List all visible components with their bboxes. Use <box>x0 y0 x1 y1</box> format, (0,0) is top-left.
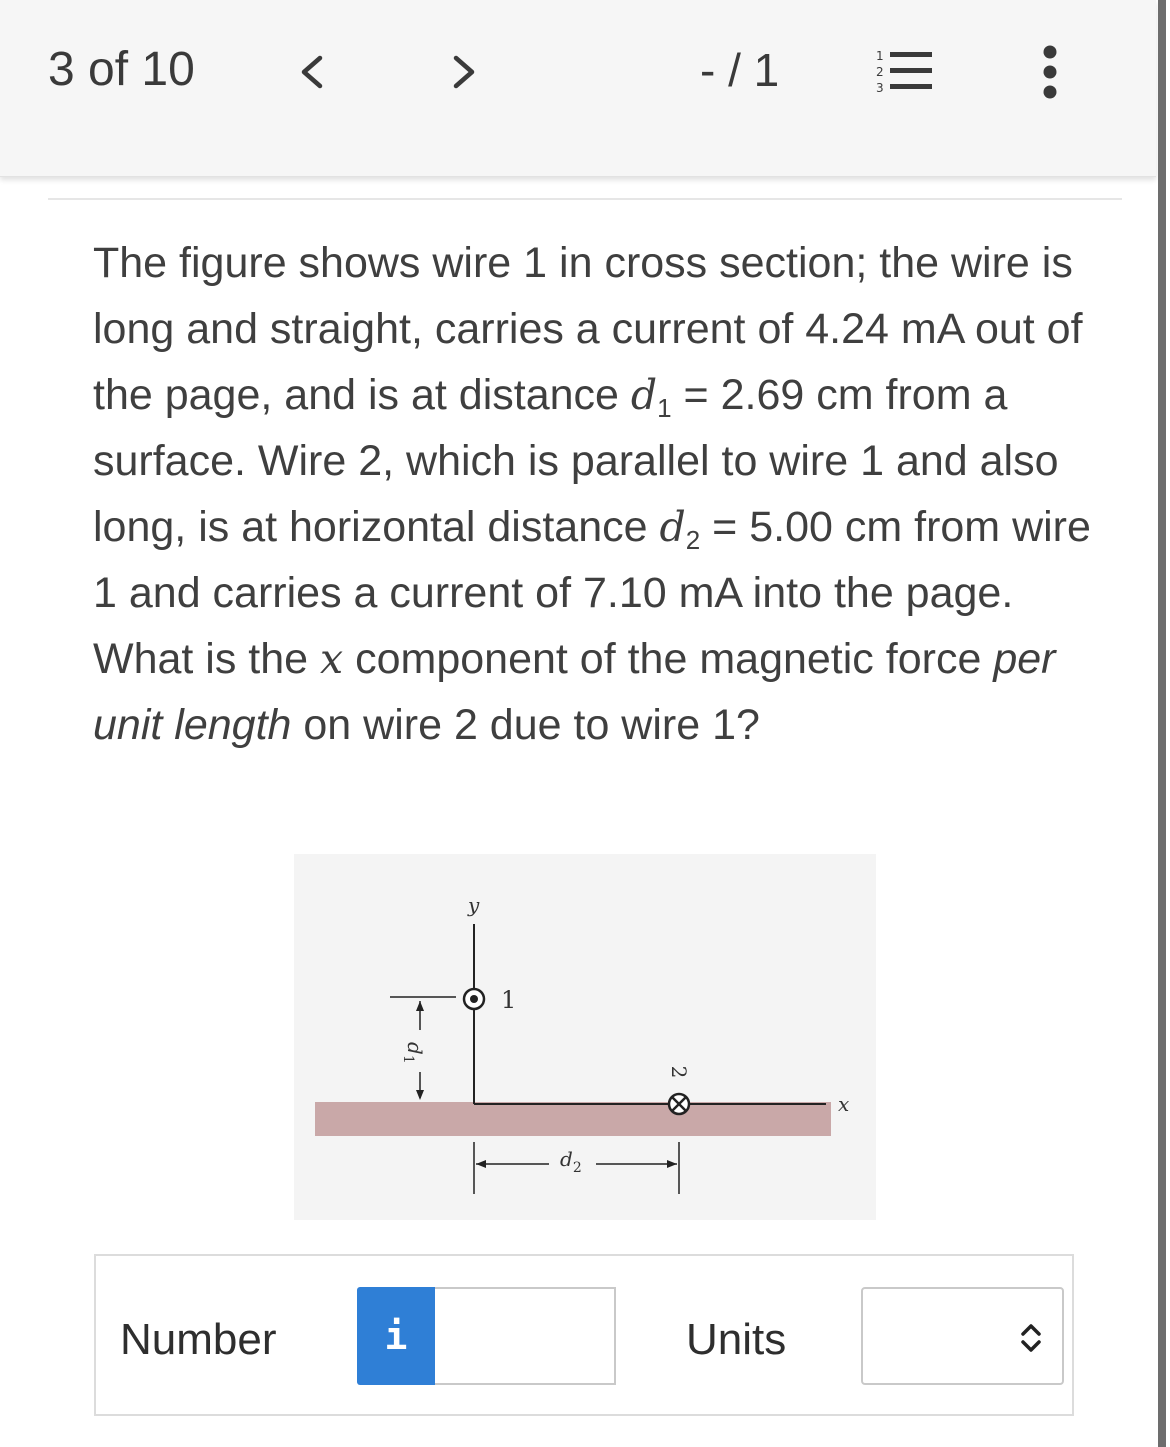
scrollbar-edge <box>1158 0 1166 1447</box>
wire-diagram <box>294 854 876 1220</box>
d1-label: $d_1$ <box>400 1042 427 1064</box>
vertical-ellipsis-icon <box>1030 42 1070 102</box>
question-list-button[interactable] <box>872 46 936 98</box>
content-divider <box>48 198 1122 200</box>
units-label: Units <box>686 1315 787 1364</box>
units-select[interactable] <box>861 1287 1064 1385</box>
number-label: Number <box>120 1315 277 1364</box>
d2-arrowhead-left <box>476 1160 486 1168</box>
d2-label: $d_2$ <box>560 1147 582 1176</box>
d1-variable: $d_1$ <box>630 371 672 423</box>
emphasis-text: per unit length <box>93 635 1056 749</box>
d2-variable: $d_2$ <box>659 503 701 555</box>
chevron-left-icon <box>292 46 332 98</box>
x-variable: x <box>320 635 344 683</box>
select-chevron-updown-icon <box>1016 1320 1046 1356</box>
info-button[interactable]: i <box>357 1287 435 1385</box>
top-navigation-bar <box>0 0 1156 177</box>
question-counter: 3 of 10 <box>48 43 195 96</box>
wire-1-dot <box>470 995 478 1003</box>
number-input[interactable] <box>435 1287 616 1385</box>
score-display: - / 1 <box>700 44 780 96</box>
surface <box>315 1102 831 1136</box>
next-question-button[interactable] <box>444 46 484 98</box>
numbered-list-icon <box>872 46 936 98</box>
d1-arrowhead-up <box>416 1001 424 1011</box>
chevron-right-icon <box>444 46 484 98</box>
svg-text:3: 3 <box>876 81 884 95</box>
wire-1-label: 1 <box>501 986 517 1014</box>
more-options-button[interactable] <box>1030 42 1070 102</box>
x-axis-label: x <box>838 1092 850 1116</box>
svg-text:2: 2 <box>876 65 884 79</box>
d2-arrowhead-right <box>667 1160 677 1168</box>
wire-2-label: 2 <box>667 1065 691 1079</box>
d1-arrowhead-down <box>416 1090 424 1100</box>
previous-question-button[interactable] <box>292 46 332 98</box>
svg-text:1: 1 <box>876 49 884 63</box>
question-text: The figure shows wire 1 in cross section; the wire is long and straight, carries a current of 4.24 mA out of the page, and is at distance $d_1 = 2.69$ cm from a surface. Wire 2, which is parallel to wire 1 and also long, is at horizontal distance $d_2 = 5.00$ cm from wire 1 and carries a current of 7.10 mA into the page. What is the x component of the magnetic force per unit length on wire 2 due to wire 1? <box>93 239 1091 749</box>
y-axis-label: y <box>468 893 480 917</box>
